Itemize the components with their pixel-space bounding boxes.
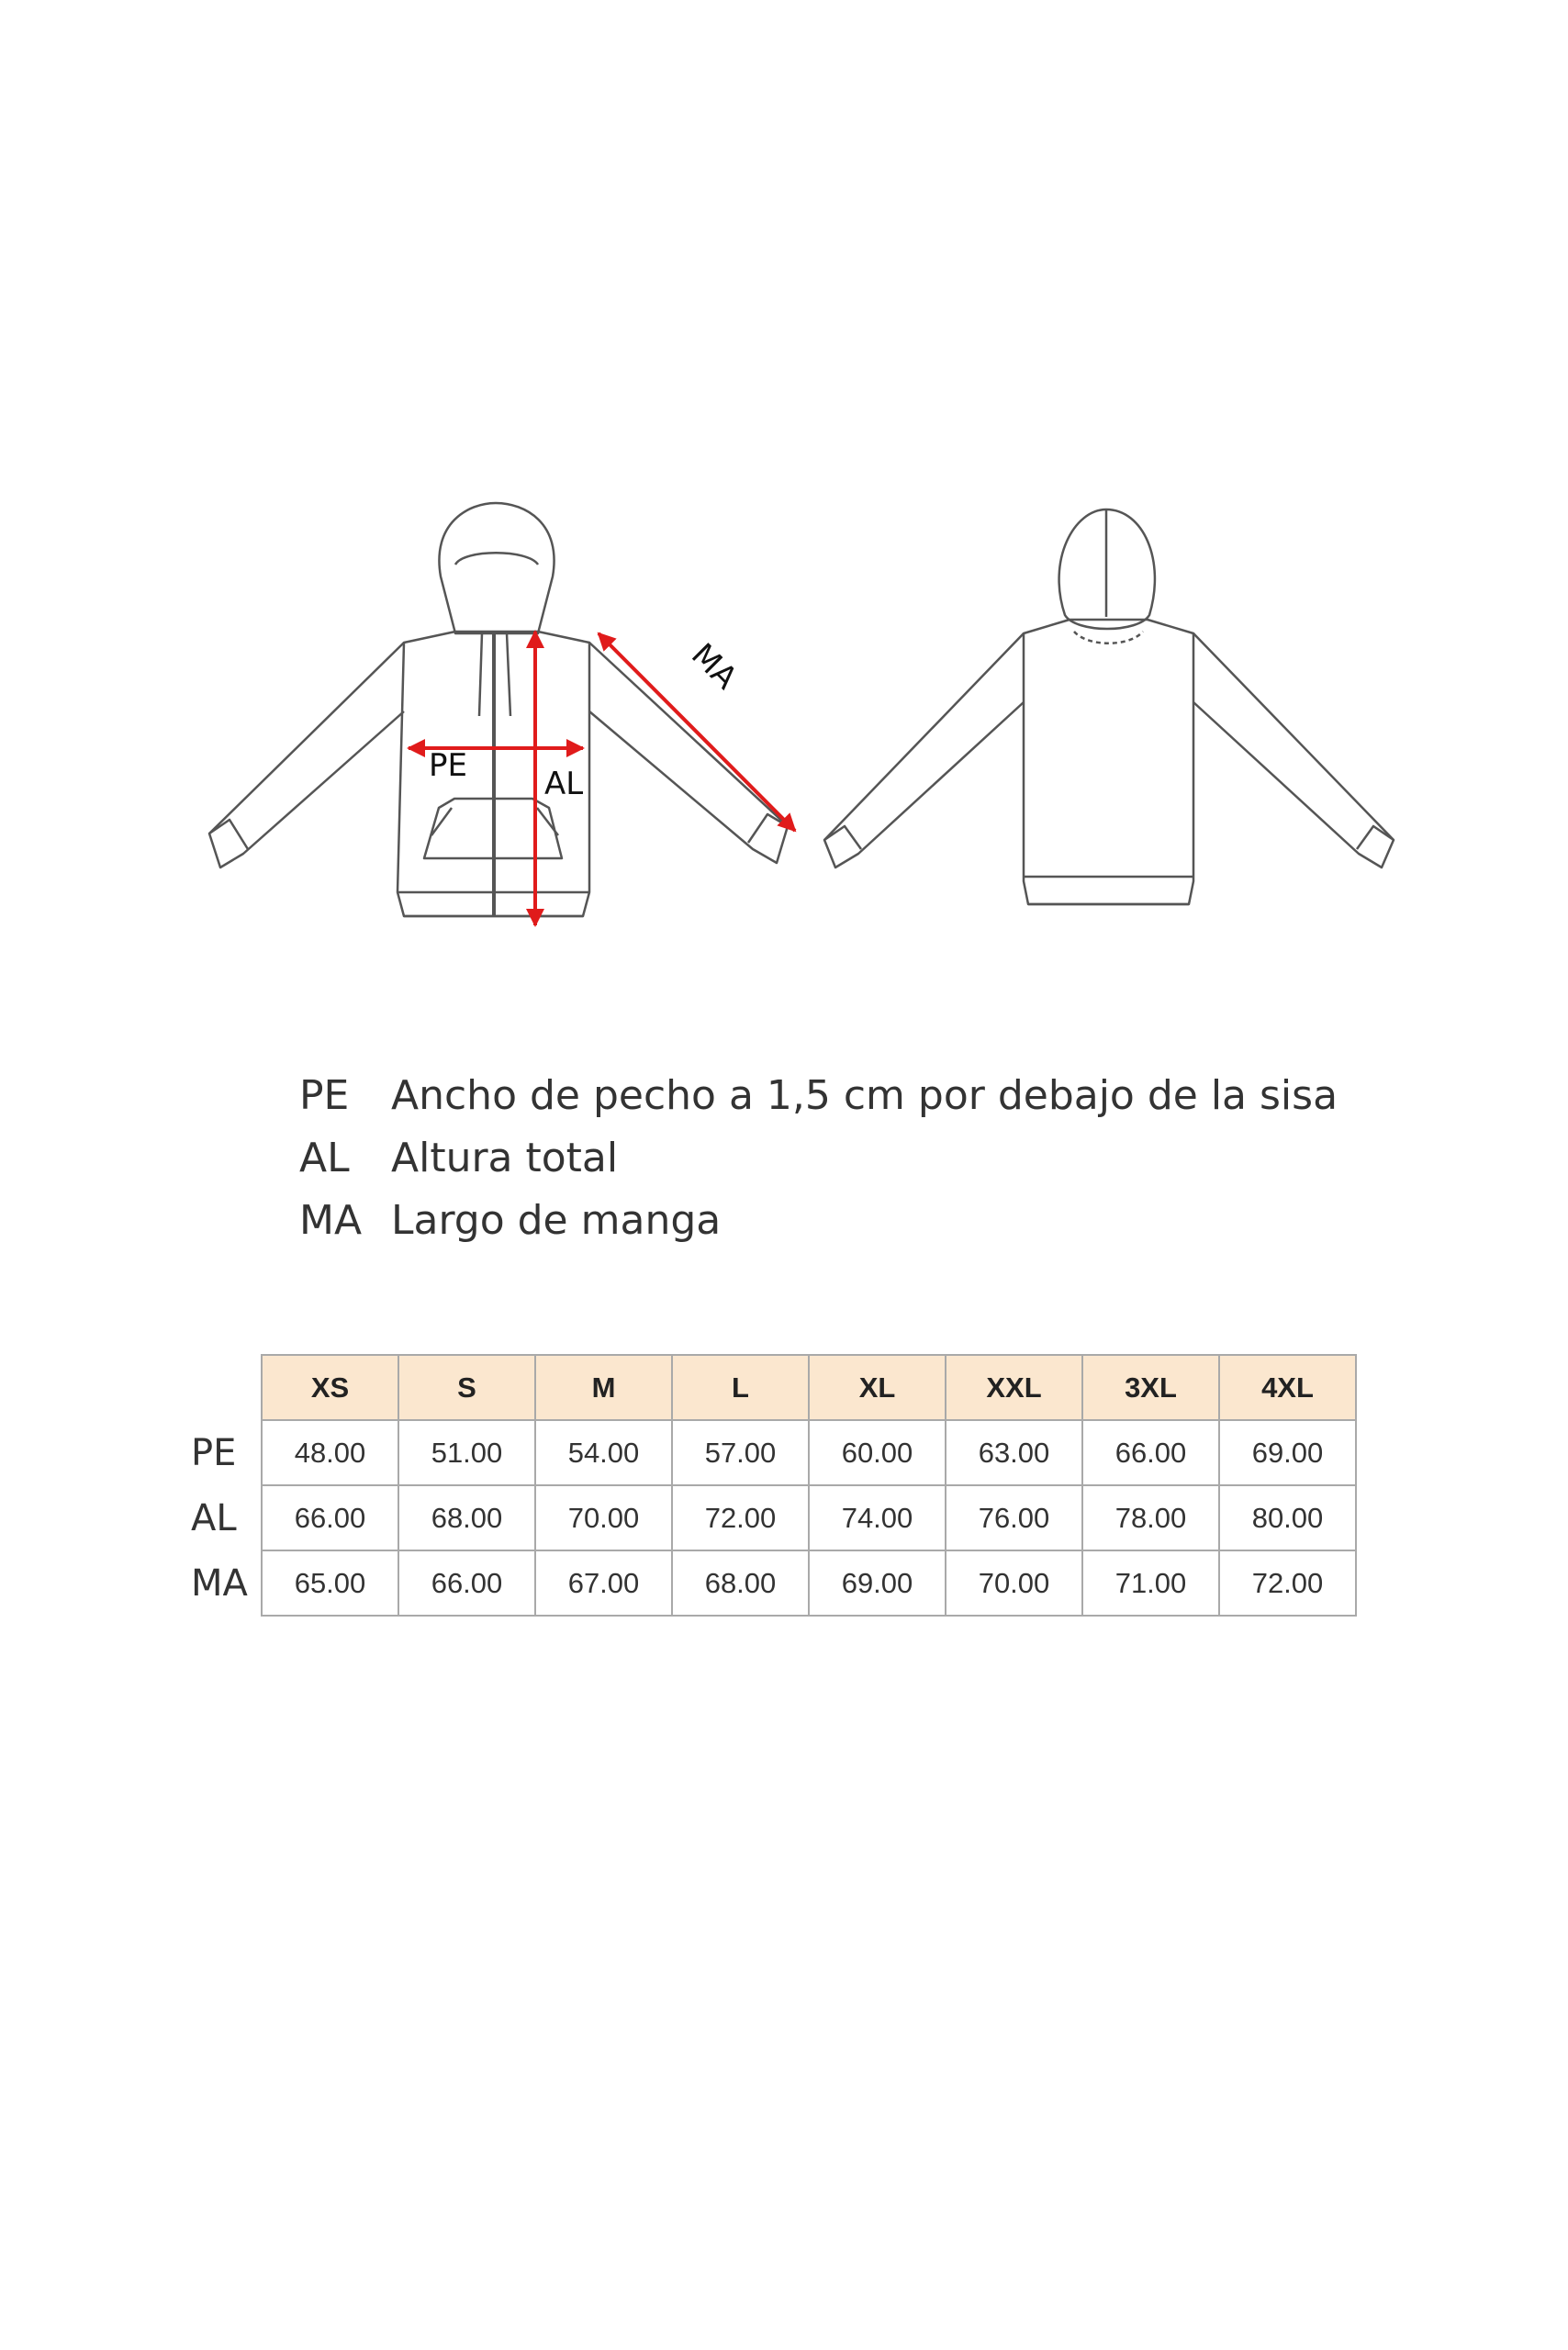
table-cell: 74.00: [809, 1485, 946, 1550]
hoodie-back-illustration: [824, 509, 1394, 904]
table-row: [191, 1420, 1356, 1485]
size-header-s: S: [398, 1355, 535, 1420]
table-cell: 78.00: [1082, 1485, 1219, 1550]
size-chart-table: [191, 1354, 1357, 1617]
table-cell: 57.00: [672, 1420, 809, 1485]
legend-row-al: [299, 1135, 1338, 1197]
table-cell: 68.00: [398, 1485, 535, 1550]
table-cell: 65.00: [262, 1550, 398, 1616]
table-cell: 66.00: [398, 1550, 535, 1616]
row-label-ma: MA: [191, 1561, 248, 1605]
size-header-3xl: 3XL: [1082, 1355, 1219, 1420]
legend-row-pe: [299, 1072, 1338, 1135]
size-header-4xl: 4XL: [1219, 1355, 1356, 1420]
table-cell: 76.00: [946, 1485, 1082, 1550]
hoodie-front-illustration: [209, 503, 788, 916]
table-cell: 68.00: [672, 1550, 809, 1616]
table-cell: 70.00: [946, 1550, 1082, 1616]
size-header-xl: XL: [809, 1355, 946, 1420]
hoodie-measurement-diagram: [0, 459, 1568, 973]
table-cell: 48.00: [262, 1420, 398, 1485]
legend-description: Altura total: [391, 1135, 619, 1181]
table-cell: 54.00: [535, 1420, 672, 1485]
legend-description: Largo de manga: [391, 1197, 722, 1244]
table-corner: [191, 1355, 262, 1420]
table-cell: 72.00: [1219, 1550, 1356, 1616]
legend-row-ma: [299, 1197, 1338, 1259]
legend-code: PE: [299, 1072, 350, 1119]
pe-diagram-label: PE: [429, 747, 467, 784]
table-cell: 66.00: [1082, 1420, 1219, 1485]
size-header-xxl: XXL: [946, 1355, 1082, 1420]
size-header-row: [191, 1355, 1356, 1420]
table-cell: 71.00: [1082, 1550, 1219, 1616]
table-cell: 69.00: [809, 1550, 946, 1616]
size-header-l: L: [672, 1355, 809, 1420]
table-row: [191, 1550, 1356, 1616]
row-label-al: AL: [191, 1496, 237, 1539]
size-header-xs: XS: [262, 1355, 398, 1420]
table-row: [191, 1485, 1356, 1550]
table-cell: 72.00: [672, 1485, 809, 1550]
row-label-pe: PE: [191, 1431, 237, 1474]
legend-description: Ancho de pecho a 1,5 cm por debajo de la sisa: [391, 1072, 1338, 1119]
legend-code: MA: [299, 1197, 363, 1244]
table-cell: 63.00: [946, 1420, 1082, 1485]
table-cell: 69.00: [1219, 1420, 1356, 1485]
ma-diagram-label: MA: [684, 636, 745, 697]
table-cell: 80.00: [1219, 1485, 1356, 1550]
table-cell: 70.00: [535, 1485, 672, 1550]
table-cell: 66.00: [262, 1485, 398, 1550]
al-diagram-label: AL: [544, 766, 584, 802]
table-cell: 67.00: [535, 1550, 672, 1616]
size-header-m: M: [535, 1355, 672, 1420]
measurement-legend: [299, 1072, 1338, 1259]
table-cell: 60.00: [809, 1420, 946, 1485]
legend-code: AL: [299, 1135, 350, 1181]
table-cell: 51.00: [398, 1420, 535, 1485]
